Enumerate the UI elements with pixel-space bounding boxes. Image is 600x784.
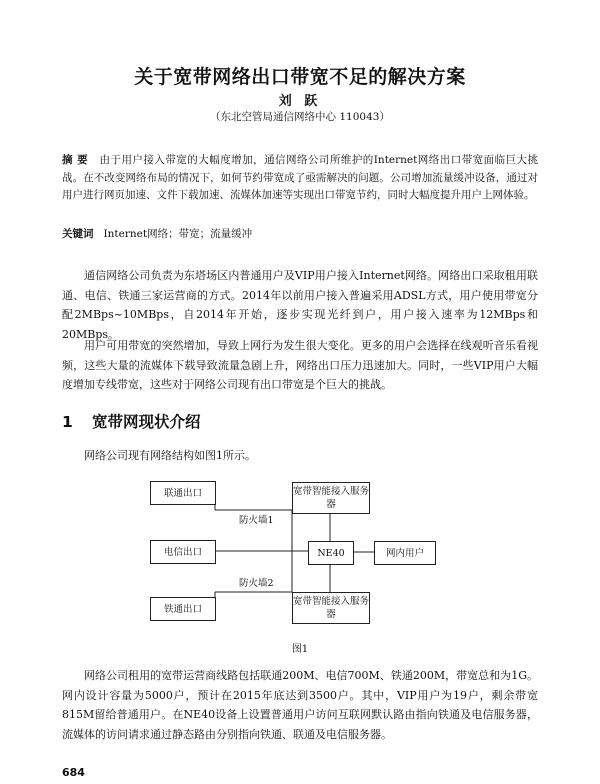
node-ne40: NE40: [308, 541, 354, 565]
abstract-label: 摘 要: [62, 154, 89, 166]
section-body: 网络公司租用的宽带运营商线路包括联通200M、电信700M、铁通200M，带宽总和为1G。网内设计容量为5000户，预计在2015年底达到3500户。其中，VIP用户为19户，剩余带宽815M留给普通用户。在NE40设备上设置普通用户访问互联网默认路由指向铁通及电信服务器，流媒体的访问请求通过静态路由分别指向铁通、联通及电信服务器。: [62, 669, 538, 741]
abstract-text: 由于用户接入带宽的大幅度增加，通信网络公司所维护的Internet网络出口带宽面临巨大挑战。在不改变网络布局的情况下，如何节约带宽成了亟需解决的问题。公司增加流量缓冲设备，通过对用户进行网页加速、文件下载加速、流媒体加速等实现出口带宽节约，同时大幅度提升用户上网体验。: [62, 154, 539, 201]
node-unicom-exit: 联通出口: [150, 481, 216, 505]
figure-caption: 图1: [291, 644, 309, 655]
node-lan-users: 网内用户: [374, 541, 436, 565]
keywords-text: Internet网络；带宽；流量缓冲: [103, 228, 253, 240]
author: 刘 跃: [278, 94, 322, 109]
label-firewall-2: 防火墙2: [238, 575, 275, 589]
section-number: 1: [62, 413, 73, 431]
intro-paragraph-2: 用户可用带宽的突然增加，导致上网行为发生很大变化。更多的用户会选择在线观听音乐看视频，这些大量的流媒体下载导致流量急剧上升，网络出口压力迅速加大。同时，一些VIP用户大幅度增加专线带宽，这些对于网络公司现有出口带宽是个巨大的挑战。: [62, 339, 538, 391]
node-tietong-exit: 铁通出口: [150, 597, 216, 621]
node-telecom-exit: 电信出口: [150, 540, 216, 564]
paper-title: 关于宽带网络出口带宽不足的解决方案: [134, 66, 466, 88]
section-title: 宽带网现状介绍: [92, 413, 201, 431]
intro-paragraph-1: 通信网络公司负责为东塔场区内普通用户及VIP用户接入Internet网络。网络出口采取租用联通、电信、铁通三家运营商的方式。2014年以前用户接入普遍采用ADSL方式，用户使用带宽分配2MBps~10MBps，自2014年开始，逐步实现光纤到户，用户接入速率为12MBps和20MBps。: [62, 269, 538, 341]
affiliation: （东北空管局通信网络中心 110043）: [210, 111, 390, 123]
section-lead: 网络公司现有网络结构如图1所示。: [84, 449, 256, 462]
page-number: 684: [62, 766, 85, 779]
keywords-label: 关键词: [62, 228, 94, 240]
node-accel-server-bottom: 宽带智能接入服务器: [292, 592, 370, 624]
node-accel-server-top: 宽带智能接入服务器: [292, 482, 370, 514]
label-firewall-1: 防火墙1: [238, 512, 275, 526]
